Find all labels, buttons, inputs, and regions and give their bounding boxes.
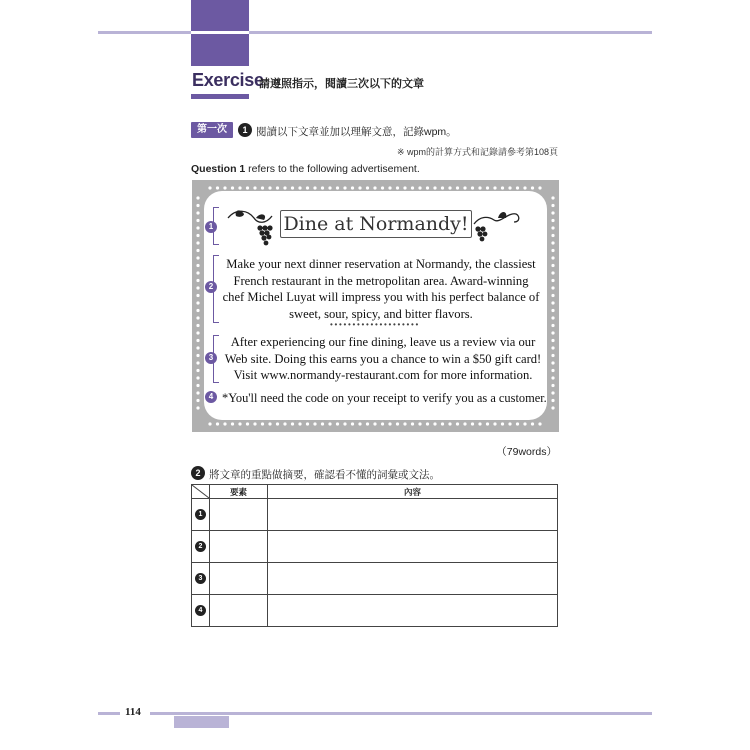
table-row: [192, 499, 558, 531]
row-marker-1: 1: [195, 509, 206, 520]
table-row: [192, 595, 558, 627]
row-marker-cell: [192, 531, 210, 563]
exercise-underline: [191, 94, 249, 99]
row-marker-3: 3: [195, 573, 206, 584]
row-marker-4: 4: [195, 605, 206, 616]
grape-vine-left-icon: [226, 206, 276, 250]
header-tab-rule: [191, 31, 249, 34]
content-cell[interactable]: [268, 531, 558, 563]
page-number: 114: [125, 706, 141, 718]
table-header-element: 要素: [210, 485, 268, 499]
content-cell[interactable]: [268, 563, 558, 595]
top-rule: [98, 31, 652, 34]
wpm-note: ※ wpm的計算方式和記錄請參考第108頁: [396, 147, 558, 157]
advertisement-paragraph-2: After experiencing our fine dining, leave us a review via our Web site. Doing this earns you a chance to win a $50 gift card! Visit www.normandy-restaurant.com for more information.: [224, 335, 542, 382]
step1-number-icon: 1: [238, 123, 252, 137]
advertisement-paragraph-3: *You'll need the code on your receipt to verify you as a customer.: [222, 391, 547, 405]
advertisement-divider: ••••••••••••••••••••: [329, 320, 420, 329]
footer-rule-left: [98, 712, 120, 715]
element-cell[interactable]: [210, 563, 268, 595]
row-marker-cell: [192, 563, 210, 595]
table-row: [192, 531, 558, 563]
table-row: [192, 563, 558, 595]
question-label: Question 1: [191, 163, 246, 175]
exercise-instruction: 請遵照指示，閱讀三次以下的文章: [259, 78, 424, 90]
paragraph-marker-1: 1: [205, 221, 217, 233]
summary-table: [191, 484, 558, 627]
question-line: [191, 163, 420, 175]
exercise-title: Exercise: [192, 70, 264, 90]
footer-rule-right: [150, 712, 652, 715]
grape-vine-right-icon: [470, 206, 522, 246]
table-corner-cell: [192, 485, 210, 499]
diagonal-line: [192, 485, 209, 498]
element-cell[interactable]: [210, 595, 268, 627]
step2-instruction: 將文章的重點做摘要，確認看不懂的詞彙或文法。: [209, 469, 440, 481]
paragraph-marker-4: 4: [205, 391, 217, 403]
content-cell[interactable]: [268, 499, 558, 531]
word-count: （79words）: [496, 446, 557, 458]
content-cell[interactable]: [268, 595, 558, 627]
step1-instruction: 閱讀以下文章並加以理解文意，記錄wpm。: [256, 126, 457, 138]
table-header-row: [192, 485, 558, 499]
step1-badge: 第一次: [191, 122, 233, 138]
row-marker-cell: [192, 499, 210, 531]
element-cell[interactable]: [210, 531, 268, 563]
question-text: refers to the following advertisement.: [245, 163, 420, 175]
paragraph-marker-3: 3: [205, 352, 217, 364]
advertisement-title: Dine at Normandy!: [280, 210, 472, 238]
row-marker-2: 2: [195, 541, 206, 552]
advertisement-paragraph-1: Make your next dinner reservation at Normandy, the classiest French restaurant in the metropolitan area. Award-winning chef Michel Luyat will impress you with his perfect balance of sweet, sour, spicy, and bitter flavors.: [222, 257, 540, 321]
row-marker-cell: [192, 595, 210, 627]
paragraph-marker-2: 2: [205, 281, 217, 293]
table-header-content: 內容: [268, 485, 558, 499]
footer-block: [174, 716, 229, 728]
element-cell[interactable]: [210, 499, 268, 531]
step2-number-icon: 2: [191, 466, 205, 480]
